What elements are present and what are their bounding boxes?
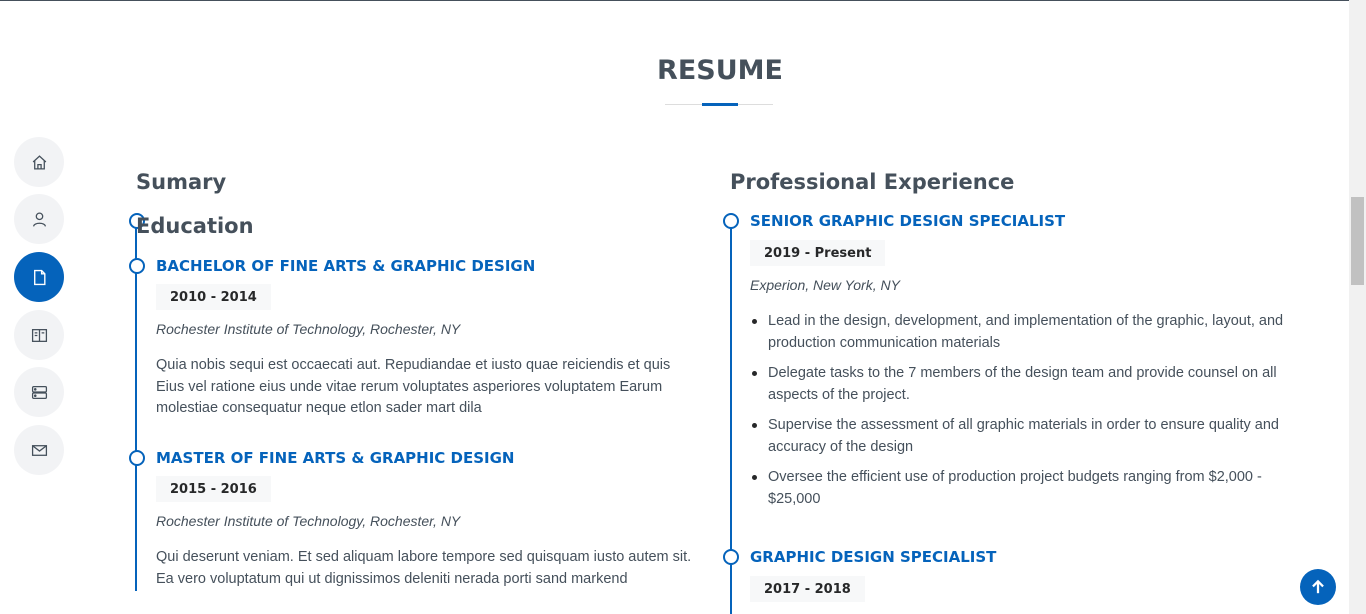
education-description: Quia nobis sequi est occaecati aut. Repudiandae et iusto quae reiciendis et quis Eius vel ratione eius unde vitae rerum voluptates asperiores voluptatem Earum molestiae consequatur neque etlon sader mart dila: [156, 357, 671, 416]
bullet-item: Supervise the assessment of all graphic materials in order to ensure quality and accuracy of the design: [750, 415, 1310, 458]
timeline-dot: [723, 213, 739, 229]
timeline-dot: [723, 549, 739, 565]
education-place: Rochester Institute of Technology, Rochester, NY: [156, 321, 461, 337]
book-icon: [31, 327, 48, 344]
back-to-top-button[interactable]: [1300, 569, 1336, 605]
nav-contact-button[interactable]: [14, 425, 64, 475]
top-border: [0, 0, 1366, 1]
date-badge: 2010 - 2014: [156, 284, 271, 310]
education-timeline: [135, 221, 137, 591]
nav-portfolio-button[interactable]: [14, 310, 64, 360]
file-icon: [31, 269, 48, 286]
title-accent-bar: [702, 103, 738, 106]
summary-title: Sumary: [136, 170, 227, 194]
experience-item-title: GRAPHIC DESIGN SPECIALIST: [750, 548, 997, 566]
date-badge: 2015 - 2016: [156, 476, 271, 502]
nav-services-button[interactable]: [14, 367, 64, 417]
timeline-dot: [129, 450, 145, 466]
education-title: Education: [136, 214, 254, 238]
experience-item-title: SENIOR GRAPHIC DESIGN SPECIALIST: [750, 212, 1066, 230]
section-title: RESUME: [657, 55, 783, 86]
envelope-icon: [31, 442, 48, 459]
education-item-title: MASTER OF FINE ARTS & GRAPHIC DESIGN: [156, 449, 515, 467]
education-item-title: BACHELOR OF FINE ARTS & GRAPHIC DESIGN: [156, 257, 536, 275]
date-badge: 2017 - 2018: [750, 576, 865, 602]
scrollbar-thumb[interactable]: [1351, 197, 1364, 285]
date-badge: 2019 - Present: [750, 240, 885, 266]
experience-title: Professional Experience: [730, 170, 1015, 194]
page-scrollbar[interactable]: [1349, 0, 1366, 614]
server-icon: [31, 384, 48, 401]
nav-resume-button[interactable]: [14, 252, 64, 302]
experience-place: Experion, New York, NY: [750, 277, 900, 293]
arrow-up-icon: [1309, 578, 1327, 596]
bullet-item: Oversee the efficient use of production project budgets ranging from $2,000 - $25,000: [750, 467, 1310, 510]
nav-home-button[interactable]: [14, 137, 64, 187]
person-icon: [31, 211, 48, 228]
home-icon: [31, 154, 48, 171]
experience-bullet-list: [750, 311, 1310, 519]
bullet-item: Delegate tasks to the 7 members of the design team and provide counsel on all aspects of the project.: [750, 363, 1310, 406]
nav-about-button[interactable]: [14, 194, 64, 244]
bullet-item: Lead in the design, development, and implementation of the graphic, layout, and production communication materials: [750, 311, 1310, 354]
timeline-dot: [129, 258, 145, 274]
education-place: Rochester Institute of Technology, Rochester, NY: [156, 513, 461, 529]
education-description: Qui deserunt veniam. Et sed aliquam labore tempore sed quisquam iusto autem sit. Ea vero voluptatum qui ut dignissimos deleniti nerada porti sand markend: [156, 549, 692, 587]
